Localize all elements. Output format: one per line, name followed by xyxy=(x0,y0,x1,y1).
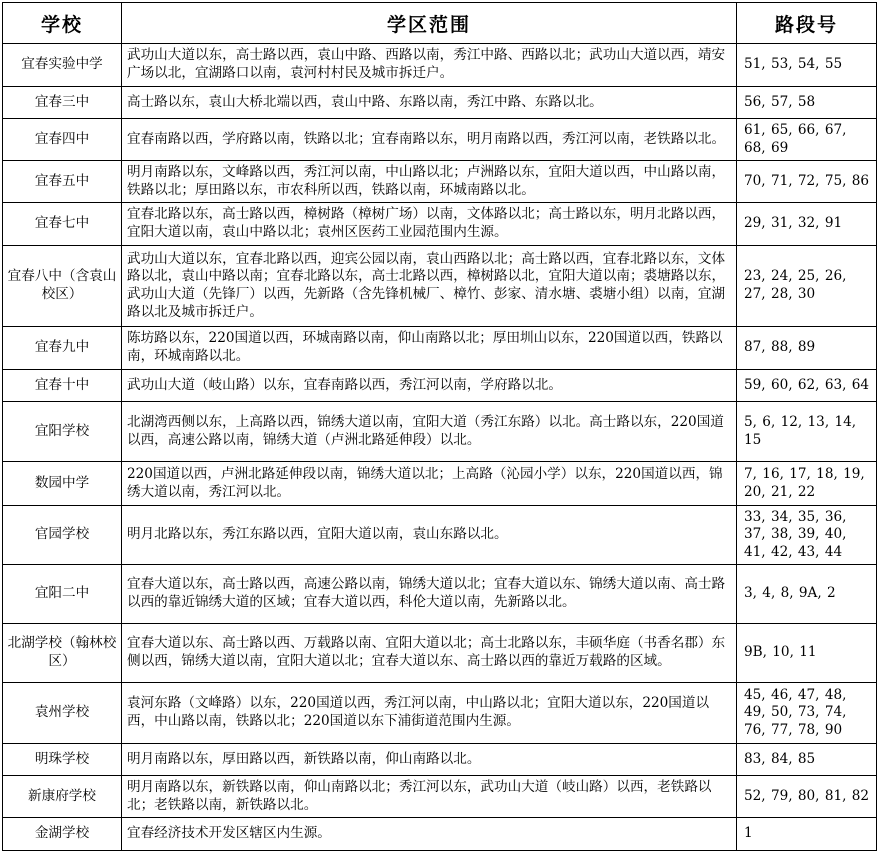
table-row xyxy=(3,327,877,370)
school-cell: 金湖学校 xyxy=(3,818,122,851)
area-cell: 明月南路以东，新铁路以南，仰山南路以北；秀江河以东，武功山大道（岐山路）以西，老铁路以北；老铁路以南，新铁路以北。 xyxy=(122,776,737,818)
school-cell: 宜春五中 xyxy=(3,161,122,203)
school-cell: 北湖学校（翰林校区） xyxy=(3,624,122,683)
table-row xyxy=(3,744,877,776)
segments-cell: 59, 60, 62, 63, 64 xyxy=(737,370,877,402)
segments-cell: 9B, 10, 11 xyxy=(737,624,877,683)
segments-cell: 51, 53, 54, 55 xyxy=(737,44,877,87)
table-row xyxy=(3,462,877,506)
header-school: 学校 xyxy=(3,3,122,44)
school-cell: 新康府学校 xyxy=(3,776,122,818)
table-row xyxy=(3,161,877,203)
school-cell: 宜春九中 xyxy=(3,327,122,370)
segments-cell: 7, 16, 17, 18, 19, 20, 21, 22 xyxy=(737,462,877,506)
area-cell: 宜春经济技术开发区辖区内生源。 xyxy=(122,818,737,851)
school-cell: 袁州学校 xyxy=(3,683,122,744)
school-cell: 宜春三中 xyxy=(3,87,122,119)
segments-cell: 83, 84, 85 xyxy=(737,744,877,776)
area-cell: 宜春大道以东、高士路以西、万载路以南、宜阳大道以北；高士北路以东，丰硕华庭（书香名郡）东侧以西，锦绣大道以南，宜阳大道以北；宜春大道以东、高士路以西的靠近万载路的区域。 xyxy=(122,624,737,683)
area-cell: 宜春大道以东，高士路以西，高速公路以南，锦绣大道以北；宜春大道以东、锦绣大道以南、高士路以西的靠近锦绣大道的区域；宜春大道以西，科伦大道以南，先新路以北。 xyxy=(122,565,737,624)
segments-cell: 52, 79, 80, 81, 82 xyxy=(737,776,877,818)
table-row xyxy=(3,506,877,565)
school-cell: 数园中学 xyxy=(3,462,122,506)
table-row xyxy=(3,818,877,851)
school-cell: 官园学校 xyxy=(3,506,122,565)
table-row xyxy=(3,44,877,87)
header-row xyxy=(3,3,877,44)
segments-cell: 87, 88, 89 xyxy=(737,327,877,370)
table-row xyxy=(3,87,877,119)
table-row xyxy=(3,370,877,402)
school-cell: 宜阳学校 xyxy=(3,402,122,462)
table-row xyxy=(3,683,877,744)
school-cell: 明珠学校 xyxy=(3,744,122,776)
segments-cell: 23, 24, 25, 26, 27, 28, 30 xyxy=(737,246,877,327)
school-district-table xyxy=(2,2,877,851)
school-cell: 宜春七中 xyxy=(3,203,122,246)
area-cell: 北湖湾西侧以东，上高路以西，锦绣大道以南，宜阳大道（秀江东路）以北。高士路以东，220国道以西，高速公路以南，锦绣大道（卢洲北路延伸段）以北。 xyxy=(122,402,737,462)
segments-cell: 1 xyxy=(737,818,877,851)
area-cell: 武功山大道以东，宜春北路以西，迎宾公园以南，袁山西路以北；高士路以西，宜春北路以东，文体路以北，袁山中路以南；宜春北路以东，高士北路以西，樟树路以北，宜阳大道以南；裘塘路以东，武功山大道（先锋厂）以西，先新路（含先锋机械厂、樟竹、彭家、清水塘、裘塘小组）以南，宜湖路以北及城市拆迁户。 xyxy=(122,246,737,327)
area-cell: 宜春北路以东，高士路以西，樟树路（樟树广场）以南，文体路以北；高士路以东，明月北路以西，宜阳大道以南，袁山中路以北；袁州区医药工业园范围内生源。 xyxy=(122,203,737,246)
segments-cell: 45, 46, 47, 48, 49, 50, 73, 74, 76, 77, 78, 90 xyxy=(737,683,877,744)
table-row xyxy=(3,565,877,624)
area-cell: 高士路以东，袁山大桥北端以西，袁山中路、东路以南，秀江中路、东路以北。 xyxy=(122,87,737,119)
segments-cell: 70, 71, 72, 75, 86 xyxy=(737,161,877,203)
area-cell: 明月南路以东，厚田路以西，新铁路以南，仰山南路以北。 xyxy=(122,744,737,776)
table-row xyxy=(3,246,877,327)
area-cell: 武功山大道以东，高士路以西，袁山中路、西路以南，秀江中路、西路以北；武功山大道以西，靖安广场以北，宜湖路口以南，袁河村村民及城市拆迁户。 xyxy=(122,44,737,87)
segments-cell: 3, 4, 8, 9A, 2 xyxy=(737,565,877,624)
segments-cell: 33, 34, 35, 36, 37, 38, 39, 40, 41, 42, 43, 44 xyxy=(737,506,877,565)
table-row xyxy=(3,119,877,161)
header-segments: 路段号 xyxy=(737,3,877,44)
area-cell: 武功山大道（岐山路）以东，宜春南路以西，秀江河以南，学府路以北。 xyxy=(122,370,737,402)
area-cell: 明月南路以东，文峰路以西，秀江河以南，中山路以北；卢洲路以东，宜阳大道以西，中山路以南，铁路以北；厚田路以东，市农科所以西，铁路以南，环城南路以北。 xyxy=(122,161,737,203)
school-cell: 宜春实验中学 xyxy=(3,44,122,87)
segments-cell: 29, 31, 32, 91 xyxy=(737,203,877,246)
table-row xyxy=(3,776,877,818)
area-cell: 陈坊路以东，220国道以西，环城南路以南，仰山南路以北；厚田圳山以东，220国道以西，铁路以南，环城南路以北。 xyxy=(122,327,737,370)
segments-cell: 5, 6, 12, 13, 14, 15 xyxy=(737,402,877,462)
school-cell: 宜阳二中 xyxy=(3,565,122,624)
area-cell: 袁河东路（文峰路）以东，220国道以西，秀江河以南，中山路以北；宜阳大道以东，220国道以西，中山路以南，铁路以北；220国道以东下浦街道范围内生源。 xyxy=(122,683,737,744)
table-row xyxy=(3,203,877,246)
area-cell: 220国道以西，卢洲北路延伸段以南，锦绣大道以北；上高路（沁园小学）以东，220国道以西，锦绣大道以南，秀江河以北。 xyxy=(122,462,737,506)
segments-cell: 56, 57, 58 xyxy=(737,87,877,119)
school-cell: 宜春四中 xyxy=(3,119,122,161)
table-row xyxy=(3,402,877,462)
area-cell: 明月北路以东，秀江东路以西，宜阳大道以南，袁山东路以北。 xyxy=(122,506,737,565)
table-row xyxy=(3,624,877,683)
segments-cell: 61, 65, 66, 67, 68, 69 xyxy=(737,119,877,161)
area-cell: 宜春南路以西，学府路以南，铁路以北；宜春南路以东，明月南路以西，秀江河以南，老铁路以北。 xyxy=(122,119,737,161)
header-area: 学区范围 xyxy=(122,3,737,44)
school-cell: 宜春八中（含袁山校区） xyxy=(3,246,122,327)
school-cell: 宜春十中 xyxy=(3,370,122,402)
